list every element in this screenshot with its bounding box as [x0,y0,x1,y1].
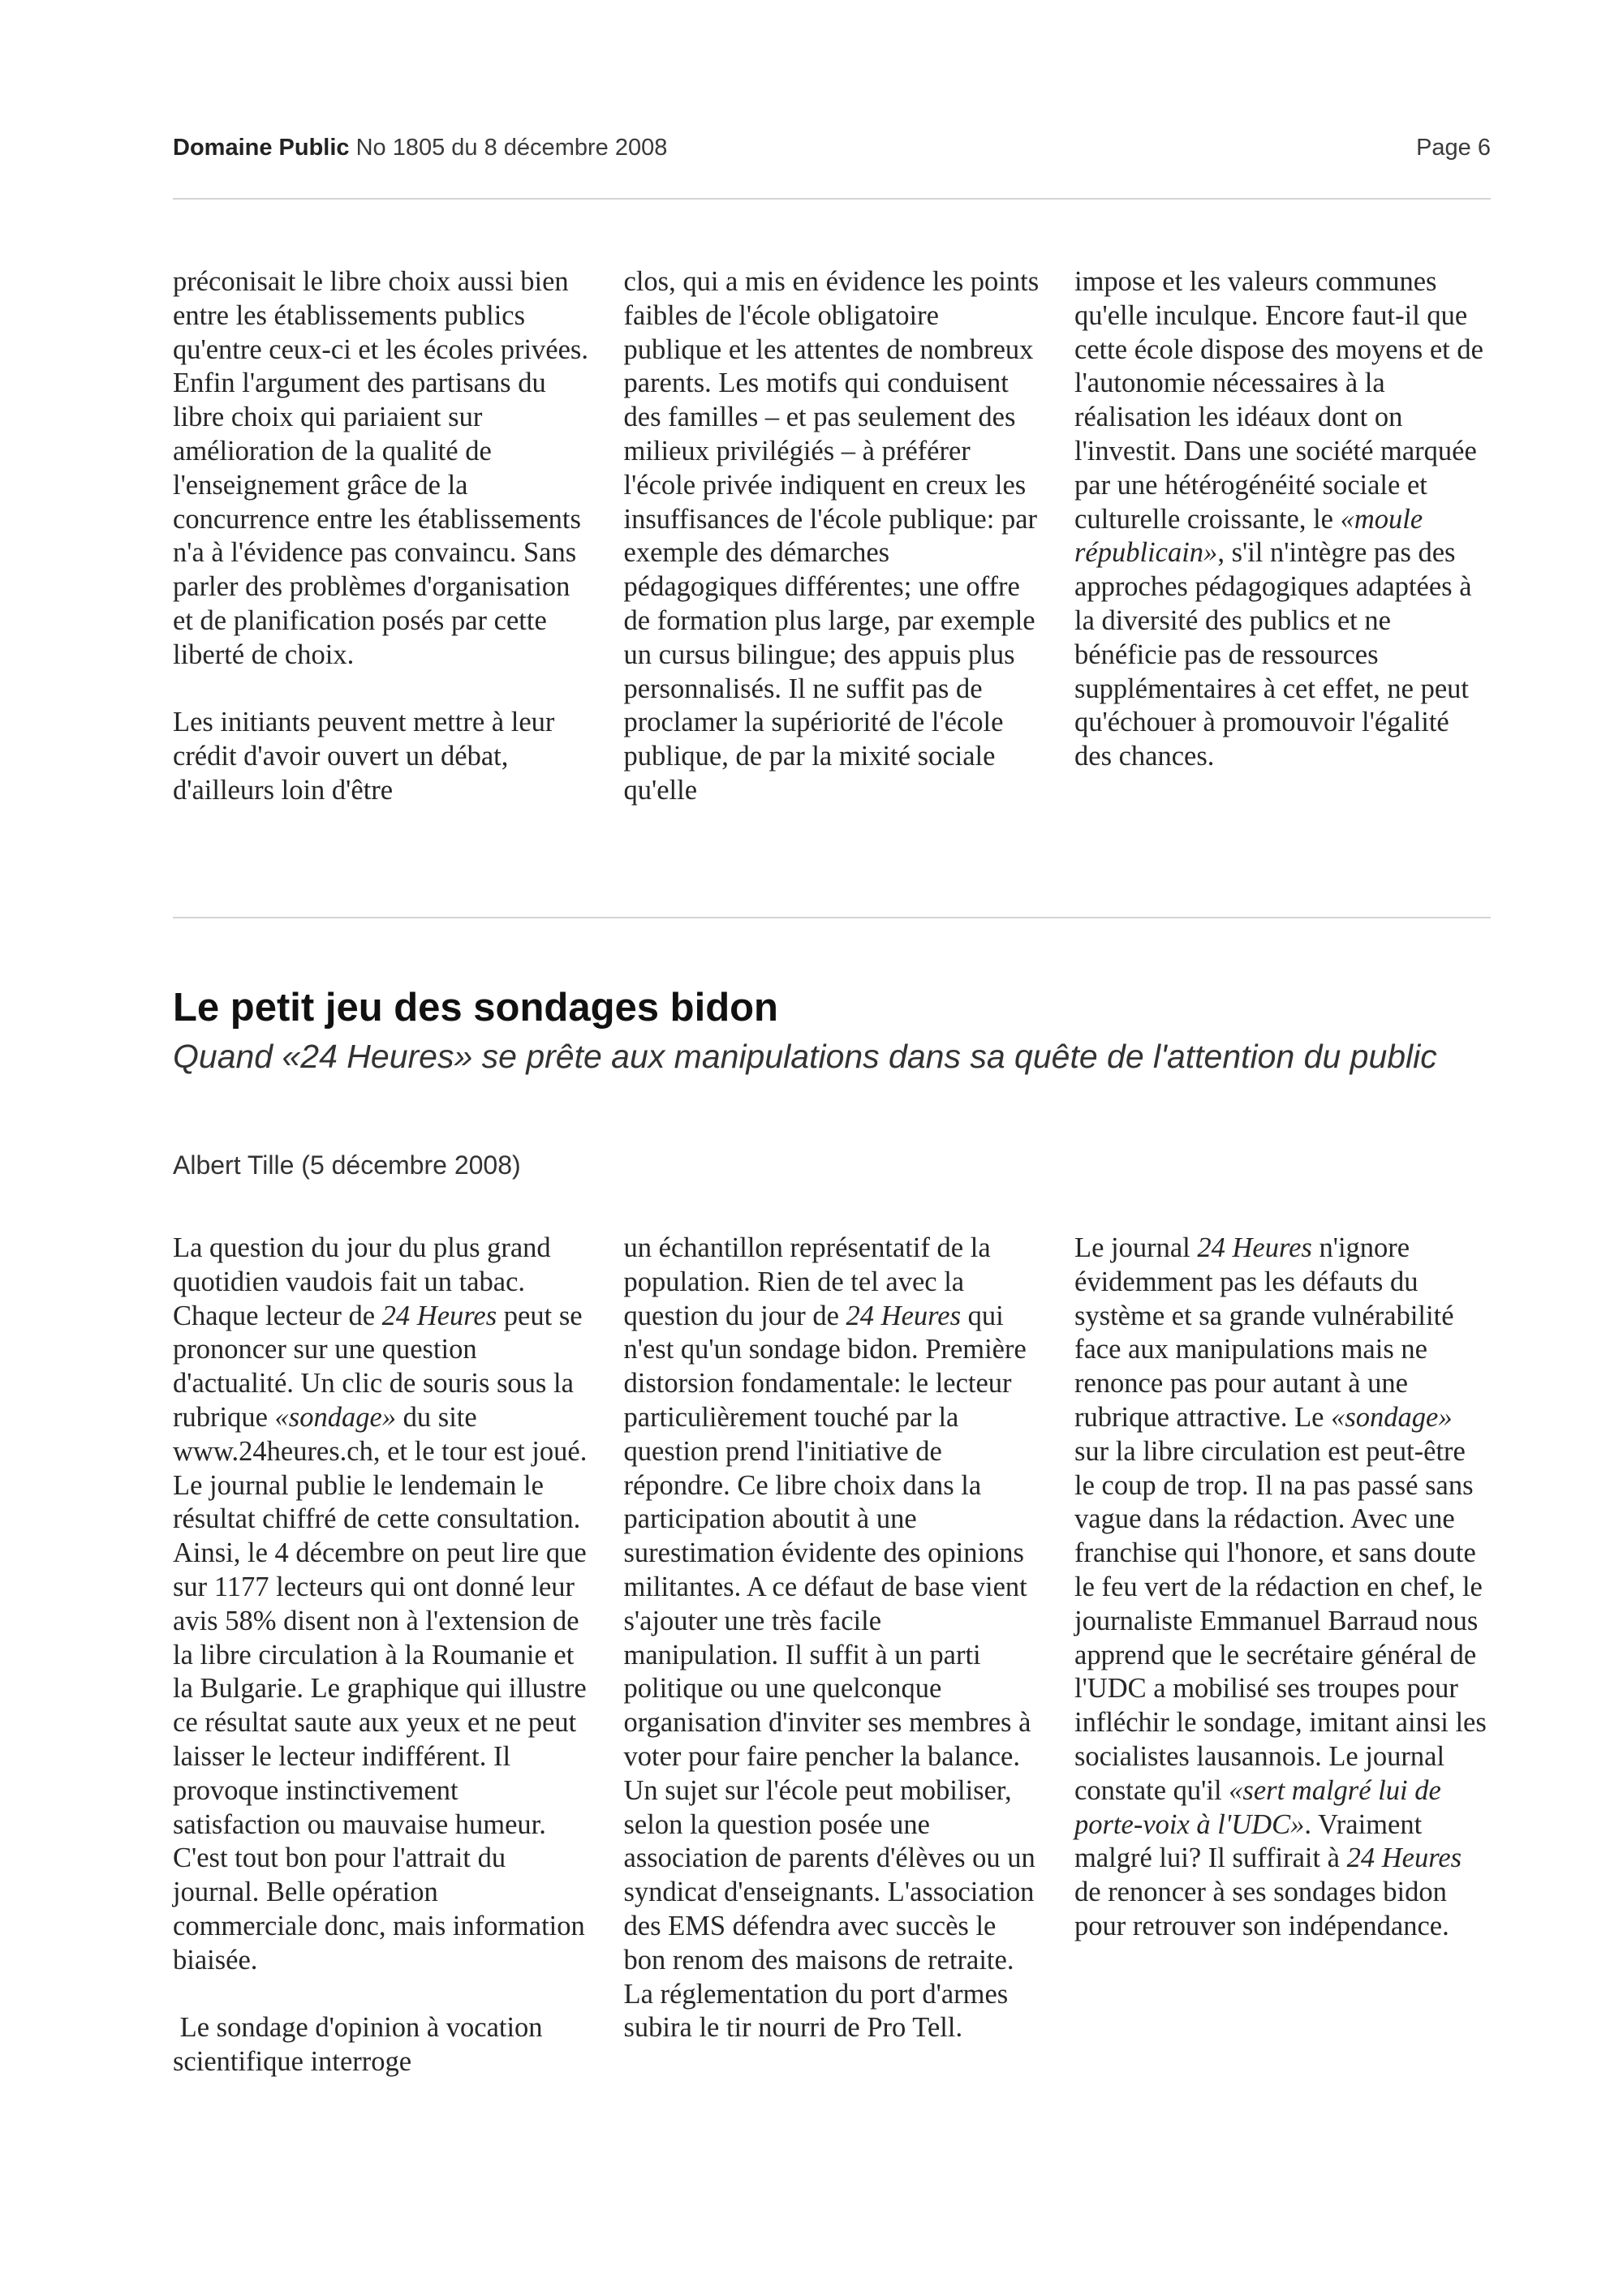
emphasis: «sondage» [1331,1401,1453,1433]
article-divider [173,917,1491,918]
emphasis: 24 Heures [1346,1842,1462,1874]
article-byline: Albert Tille (5 décembre 2008) [173,1150,521,1180]
paragraph: Le journal 24 Heures n'ignore évidemment pas les défauts du système et sa grande vulnérabilité face aux manipulations mais ne renonce pas pour autant à une rubrique attractive. Le «sondage» sur la libre circulation est peut-être le coup de trop. Il na pas passé sans vague dans la rédaction. Avec une franchise qui l'honore, et sans doute le feu vert de la rédaction en chef, le journaliste Emmanuel Barraud nous apprend que le secrétaire général de l'UDC a mobilisé ses troupes pour infléchir le sondage, imitant ainsi les socialistes lausannois. Le journal constate qu'il «sert malgré lui de porte-voix à l'UDC». Vraiment malgré lui? Il suffirait à 24 Heures de renoncer à ses sondages bidon pour retrouver son indépendance. [1074,1232,1487,1941]
emphasis: 24 Heures [381,1300,497,1331]
paragraph: impose et les valeurs communes qu'elle inculque. Encore faut-il que cette école dispose des moyens et de l'autonomie nécessaires à la réalisation les idéaux dont on l'investit. Dans une société marquée par une hétérogénéité sociale et culturelle croissante, le «moule républicain», s'il n'intègre pas des approches pédagogiques adaptées à la diversité des publics et ne bénéficie pas de ressources supplémentaires à cet effet, ne peut qu'échouer à promouvoir l'égalité des chances. [1074,266,1483,772]
paragraph: Le sondage d'opinion à vocation scientifique interroge [173,2012,550,2078]
previous-article-column-1 [173,265,589,808]
article-column-1 [173,1232,589,2079]
previous-article-columns [173,265,1491,808]
header-divider [173,198,1491,200]
emphasis: 24 Heures [1197,1232,1312,1263]
publication-name: Domaine Public [173,135,350,161]
issue-info: No 1805 du 8 décembre 2008 [349,135,668,161]
paragraph: La question du jour du plus grand quotidien vaudois fait un tabac. Chaque lecteur de 24 Heures peut se prononcer sur une question d'actualité. Un clic de souris sous la rubrique «sondage» du site www.24heures.ch, et le tour est joué. Le journal publie le lendemain le résultat chiffré de cette consultation. Ainsi, le 4 décembre on peut lire que sur 1177 lecteurs qui ont donné leur avis 58% disent non à l'extension de la libre circulation à la Roumanie et la Bulgarie. Le graphique qui illustre ce résultat saute aux yeux et ne peut laisser le lecteur indifférent. Il provoque instinctivement satisfaction ou mauvaise humeur. C'est tout bon pour l'attrait du journal. Belle opération commerciale donc, mais information biaisée. [173,1232,588,1976]
emphasis: «sondage» [274,1401,397,1433]
article-column-2 [624,1232,1040,2079]
emphasis: 24 Heures [846,1300,962,1331]
emphasis: «moule républicain» [1074,503,1423,569]
article-subtitle: Quand «24 Heures» se prête aux manipulations dans sa quête de l'attention du public [173,1038,1437,1075]
emphasis: «sert malgré lui de porte-voix à l'UDC» [1074,1774,1441,1840]
previous-article-column-3 [1074,265,1491,808]
page-header [173,135,1491,170]
paragraph: Les initiants peuvent mettre à leur crédit d'avoir ouvert un débat, d'ailleurs loin d'être [173,707,555,806]
article-columns [173,1232,1491,2079]
page-number: Page 6 [1416,135,1491,161]
previous-article-column-2 [624,265,1040,808]
paragraph: clos, qui a mis en évidence les points faibles de l'école obligatoire publique et les attentes de nombreux parents. Les motifs qui conduisent des familles – et pas seulement des milieux privilégiés – à préférer l'école privée indiquent en creux les insuffisances de l'école publique: par exemple des démarches pédagogiques différentes; une offre de formation plus large, par exemple un cursus bilingue; des appuis plus personnalisés. Il ne suffit pas de proclamer la supériorité de l'école publique, de par la mixité sociale qu'elle [623,266,1040,806]
paragraph: un échantillon représentatif de la population. Rien de tel avec la question du jour de 24 Heures qui n'est qu'un sondage bidon. Première distorsion fondamentale: le lecteur particulièrement touché par la question prend l'initiative de répondre. Ce libre choix dans la participation aboutit à une surestimation évidente des opinions militantes. A ce défaut de base vient s'ajouter une très facile manipulation. Il suffit à un parti politique ou une quelconque organisation d'inviter ses membres à voter pour faire pencher la balance. Un sujet sur l'école peut mobiliser, selon la question posée une association de parents d'élèves ou un syndicat d'enseignants. L'association des EMS défendra avec succès le bon renom des maisons de retraite. La réglementation du port d'armes subira le tir nourri de Pro Tell. [623,1232,1035,2044]
article-column-3 [1074,1232,1491,2079]
paragraph: préconisait le libre choix aussi bien entre les établissements publics qu'entre ceux-ci et les écoles privées. Enfin l'argument des partisans du libre choix qui pariaient sur amélioration de la qualité de l'enseignement grâce de la concurrence entre les établissements n'a à l'évidence pas convaincu. Sans parler des problèmes d'organisation et de planification posés par cette liberté de choix. [173,266,588,670]
article-title: Le petit jeu des sondages bidon [173,986,778,1030]
